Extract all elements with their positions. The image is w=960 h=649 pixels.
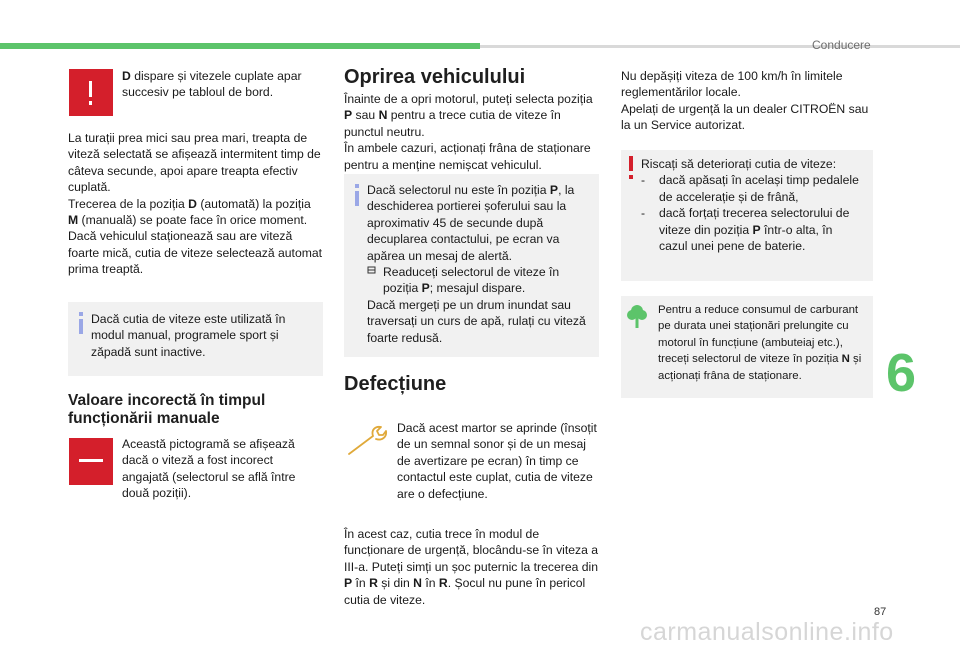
flooded-road-text: Dacă mergeți pe un drum inundat sau traversați un curs de apă, rulați cu viteză foarte redusă.	[367, 297, 586, 345]
manual-mode-info-box	[68, 302, 323, 376]
wrong-gear-text: Această pictogramă se afișează dacă o viteză a fost incorect angajată (selectorul se află între două poziții).	[122, 437, 296, 501]
tree-icon	[626, 303, 648, 334]
watermark: carmanualsonline.info	[640, 618, 894, 646]
parking-brake-text: În ambele cazuri, acționați frâna de staționare pentru a menține nemișcat vehiculul.	[344, 141, 591, 172]
stopping-heading: Oprirea vehiculului	[344, 66, 526, 88]
d-to-m-text: Trecerea de la poziția D (automată) la poziția M (manuală) se poate face în orice moment.	[68, 196, 311, 228]
fault-text: Dacă acest martor se aprinde (însoțit de un semnal sonor și de un mesaj de avertizare pe ecran) în timp ce contactul este cuplat, cutia de viteze are o defecțiune.	[397, 421, 597, 501]
intermittent-gear-text: La turații prea mici sau prea mari, treapta de viteză selectată se afișează intermitent timp de câteva secunde, apoi apare treapta efectiv cuplată.	[68, 131, 321, 195]
page-number: 87	[874, 606, 887, 618]
dealer-text: Apelați de urgență la un dealer CITROËN sau la un Service autorizat.	[621, 101, 869, 133]
gear-display-warning-icon	[69, 69, 113, 116]
warning-text	[641, 156, 863, 254]
header-grey-bar	[480, 45, 960, 48]
alert-message-text: Dacă selectorul nu este în poziția P, la deschiderea portierei șoferului sau la aproximativ 45 de secunde după decuplarea contactului, pe ecran va apărea un mesaj de alertă.	[367, 183, 575, 263]
return-selector-item: Readuceți selectorul de viteze în poziția P; mesajul dispare.	[367, 264, 589, 297]
d-disappears-text: D dispare și vitezele cuplate apar succesiv pe tabloul de bord.	[122, 69, 302, 100]
warning-title: Riscați să deteriorați cutia de viteze:	[641, 157, 837, 171]
warning-item-battery: - dacă forțați trecerea selectorului de viteze din poziția P într-o alta, în cazul unei pene de baterie.	[641, 206, 850, 254]
warning-item-pedals: - dacă apăsați în același timp pedalele de accelerație și de frână,	[641, 173, 859, 204]
wrong-gear-icon	[69, 438, 113, 485]
eco-tip-box	[621, 296, 873, 398]
selector-alert-text	[367, 182, 589, 346]
info-icon	[77, 312, 85, 339]
neutral-text: Înainte de a opri motorul, puteți selecta poziția P sau N pentru a trece cutia de viteze în punctul neutru.	[344, 92, 593, 139]
emergency-mode-text: În acest caz, cutia trece în modul de funcționare de urgență, blocându-se în viteza a III-a. Puteți simți un șoc puternic la trecerea din P în R și din N în R. Șocul nu pune în pericol cutia de viteze.	[344, 527, 599, 607]
right-paragraphs	[621, 68, 873, 134]
gearbox-damage-warning-box	[621, 150, 873, 281]
eco-tip-text: Pentru a reduce consumul de carburant pe durata unei staționări prelungite cu motorul în funcțiune (ambuteiaj etc.), treceți selectorul de viteze în poziția N și acționați frâna de staționare.	[658, 304, 862, 382]
wrench-icon	[345, 424, 389, 463]
fault-heading: Defecțiune	[344, 373, 447, 395]
first-gear-text: Dacă vehiculul staționează sau are viteză foarte mică, cutia de viteze selectează automat prima treaptă.	[68, 229, 323, 277]
chapter-number: 6	[886, 343, 917, 403]
arrow-bullet-icon	[367, 264, 377, 280]
speed-limit-text: Nu depășiți viteza de 100 km/h în limitele reglementărilor locale.	[621, 69, 843, 100]
wrong-gear-heading: Valoare incorectă în timpul funcționării manuale	[68, 392, 266, 427]
left-paragraph	[68, 130, 324, 278]
selector-alert-info-box	[344, 174, 599, 357]
stopping-text	[344, 91, 600, 173]
exclamation-icon	[627, 156, 635, 185]
section-title: Conducere	[812, 38, 871, 52]
info-icon	[353, 184, 361, 211]
info-box-text: Dacă cutia de viteze este utilizată în modul manual, programele sport și zăpadă sunt inactive.	[91, 312, 286, 359]
header-accent-bar	[0, 43, 480, 49]
